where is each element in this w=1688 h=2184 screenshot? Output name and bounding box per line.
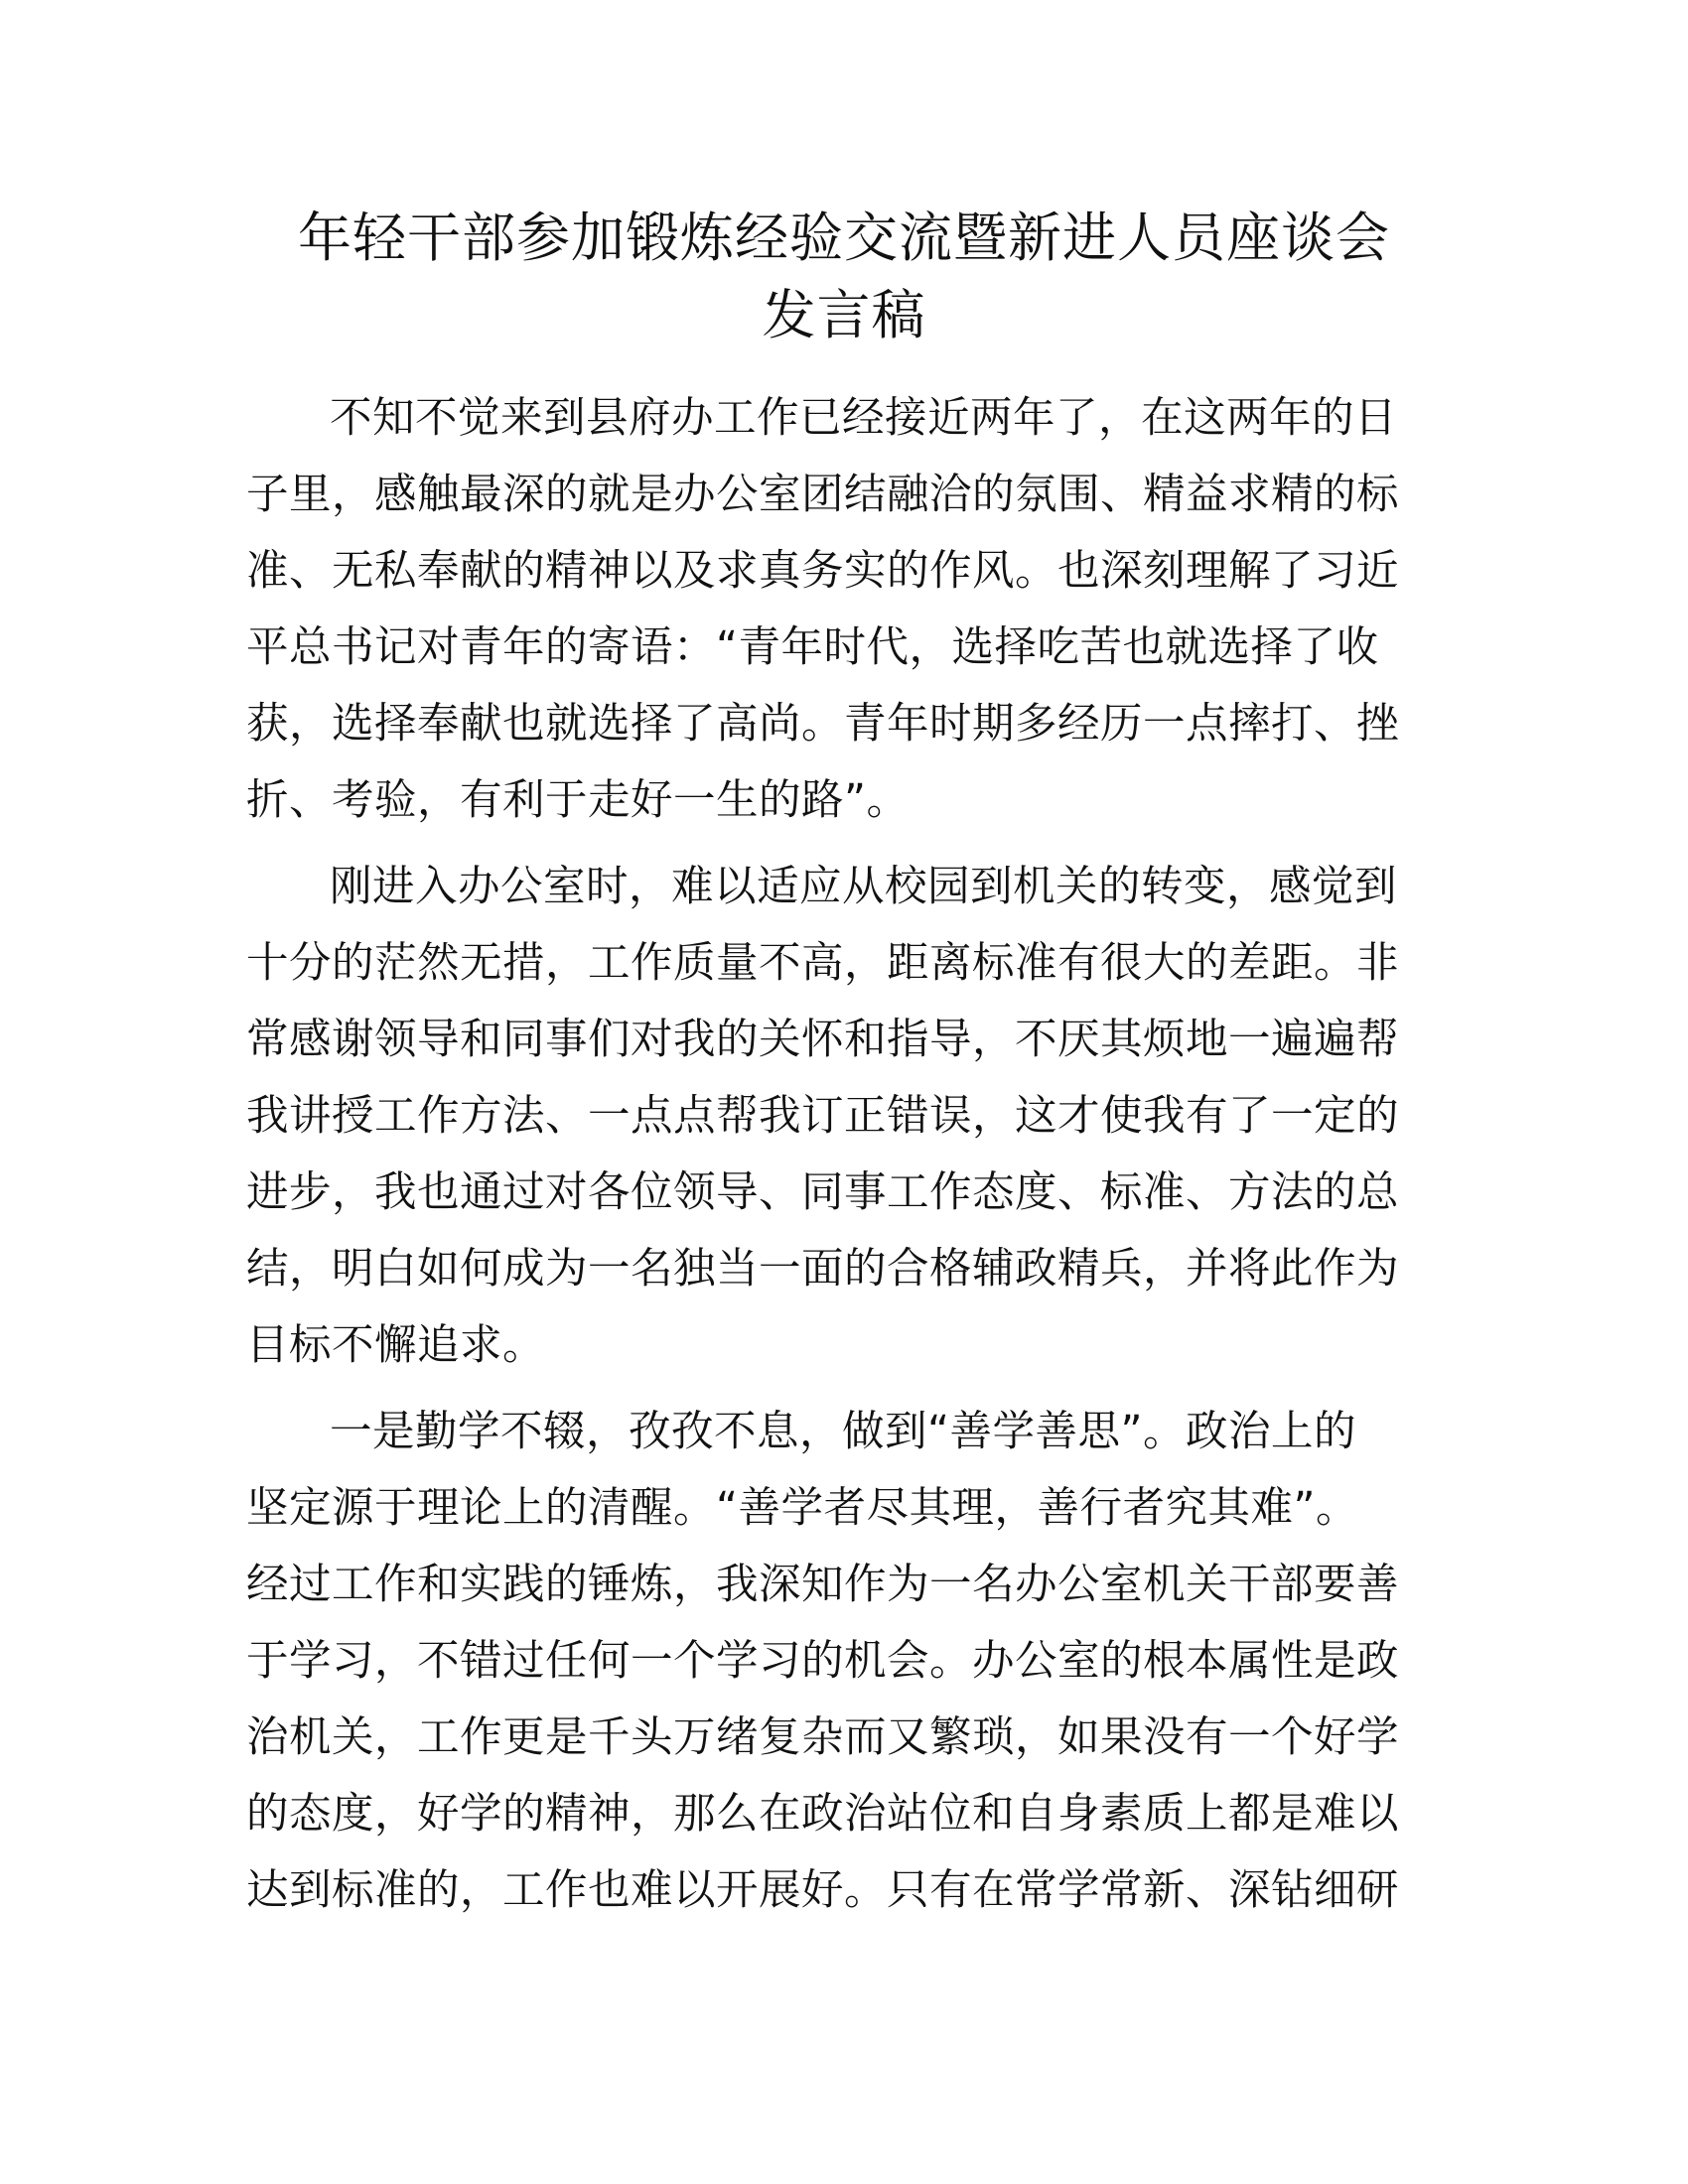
paragraph-line: 治机关，工作更是千头万绪复杂而又繁琐，如果没有一个好学	[246, 1713, 1400, 1762]
paragraph-line: 获，选择奉献也就选择了高尚。青年时期多经历一点摔打、挫	[246, 700, 1400, 749]
paragraph-line: 常感谢领导和同事们对我的关怀和指导，不厌其烦地一遍遍帮	[246, 1016, 1400, 1064]
paragraph-line: 折、考验，有利于走好一生的路”。	[246, 776, 910, 825]
paragraph-line: 结，明白如何成为一名独当一面的合格辅政精兵，并将此作为	[246, 1245, 1400, 1294]
paragraph-line: 达到标准的，工作也难以开展好。只有在常学常新、深钻细研	[246, 1866, 1400, 1915]
paragraph-line: 一是勤学不辍，孜孜不息，做到“善学善思”。政治上的	[330, 1408, 1357, 1456]
document-title-line-1: 年轻干部参加锻炼经验交流暨新进人员座谈会	[298, 206, 1390, 269]
paragraph-line: 不知不觉来到县府办工作已经接近两年了，在这两年的日	[330, 394, 1398, 443]
paragraph-line: 于学习，不错过任何一个学习的机会。办公室的根本属性是政	[246, 1637, 1400, 1686]
paragraph-line: 的态度，好学的精神，那么在政治站位和自身素质上都是难以	[246, 1790, 1400, 1839]
document-title-line-2: 发言稿	[762, 284, 926, 346]
paragraph-line: 目标不懈追求。	[246, 1321, 546, 1370]
paragraph-line: 坚定源于理论上的清醒。“善学者尽其理，善行者究其难”。	[246, 1484, 1359, 1533]
paragraph-line: 我讲授工作方法、一点点帮我订正错误，这才使我有了一定的	[246, 1092, 1400, 1141]
paragraph-line: 准、无私奉献的精神以及求真务实的作风。也深刻理解了习近	[246, 547, 1400, 596]
paragraph-line: 平总书记对青年的寄语：“青年时代，选择吃苦也就选择了收	[246, 623, 1379, 672]
paragraph-line: 子里，感触最深的就是办公室团结融洽的氛围、精益求精的标	[246, 471, 1400, 519]
paragraph-line: 十分的茫然无措，工作质量不高，距离标准有很大的差距。非	[246, 939, 1400, 988]
paragraph-line: 进步，我也通过对各位领导、同事工作态度、标准、方法的总	[246, 1168, 1400, 1217]
paragraph-line: 经过工作和实践的锤炼，我深知作为一名办公室机关干部要善	[246, 1561, 1400, 1609]
paragraph-line: 刚进入办公室时，难以适应从校园到机关的转变，感觉到	[330, 863, 1398, 911]
